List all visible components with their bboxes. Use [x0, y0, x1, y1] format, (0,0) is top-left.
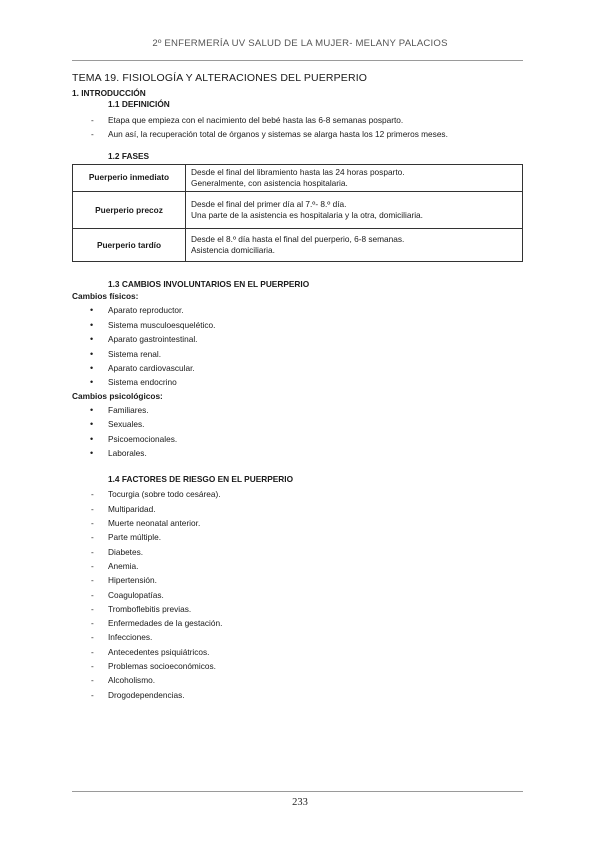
list-item: • Aparato cardiovascular.	[72, 361, 523, 375]
phase-name-cell: Puerperio precoz	[73, 192, 186, 229]
list-item: • Familiares.	[72, 403, 523, 417]
physical-changes-list	[72, 303, 523, 389]
phase-description-line: Generalmente, con asistencia hospitalaria.	[191, 178, 348, 188]
list-item: - Tromboflebitis previas.	[72, 602, 523, 616]
phase-description-cell	[186, 164, 523, 192]
list-item: - Alcoholismo.	[72, 673, 523, 687]
phase-name-cell: Puerperio tardío	[73, 229, 186, 262]
page-header: 2º ENFERMERÍA UV SALUD DE LA MUJER- MELANY PALACIOS	[152, 38, 448, 49]
section-heading-introduction: 1. INTRODUCCIÓN	[72, 88, 146, 98]
list-item: • Laborales.	[72, 446, 523, 460]
definition-list	[72, 113, 523, 142]
psychological-changes-list	[72, 403, 523, 461]
list-item: • Aparato gastrointestinal.	[72, 332, 523, 346]
list-item: - Diabetes.	[72, 545, 523, 559]
risk-factors-list	[72, 487, 523, 701]
list-item: - Problemas socioeconómicos.	[72, 659, 523, 673]
list-item: • Sistema endocrino	[72, 375, 523, 389]
header-divider	[72, 60, 523, 61]
list-item: - Infecciones.	[72, 630, 523, 644]
list-item: - Anemia.	[72, 559, 523, 573]
phase-description-line: Desde el 8.º día hasta el final del puerperio, 6-8 semanas.	[191, 234, 405, 244]
page-number: 233	[292, 797, 308, 808]
list-item: - Hipertensión.	[72, 573, 523, 587]
phase-description-line: Desde el final del primer día al 7.º- 8.º día.	[191, 199, 347, 209]
list-item: - Aun así, la recuperación total de órganos y sistemas se alarga hasta los 12 primeros meses.	[72, 127, 523, 141]
table-row	[73, 192, 523, 229]
list-item: - Drogodependencias.	[72, 688, 523, 702]
phase-description-cell	[186, 229, 523, 262]
list-item: • Sistema renal.	[72, 347, 523, 361]
page-content	[72, 70, 523, 702]
list-item: - Tocurgia (sobre todo cesárea).	[72, 487, 523, 501]
phase-description-line: Una parte de la asistencia es hospitalaria y la otra, domiciliaria.	[191, 210, 423, 221]
list-item: - Antecedentes psiquiátricos.	[72, 645, 523, 659]
subsection-heading-phases: 1.2 FASES	[108, 150, 150, 161]
phase-description-line: Asistencia domiciliaria.	[191, 245, 275, 256]
subsection-heading-changes: 1.3 CAMBIOS INVOLUNTARIOS EN EL PUERPERIO	[108, 279, 310, 290]
table-row	[73, 164, 523, 192]
list-item: - Muerte neonatal anterior.	[72, 516, 523, 530]
phase-description-cell	[186, 192, 523, 229]
footer-divider	[72, 791, 523, 792]
list-item: - Multiparidad.	[72, 502, 523, 516]
list-item: • Aparato reproductor.	[72, 303, 523, 317]
phase-description-line: Desde el final del libramiento hasta las 24 horas posparto.	[191, 166, 405, 177]
list-item: - Parte múltiple.	[72, 530, 523, 544]
list-item: • Sexuales.	[72, 417, 523, 431]
list-item: • Sistema musculoesquelético.	[72, 318, 523, 332]
list-item: - Coagulopatías.	[72, 588, 523, 602]
subsection-heading-definition: 1.1 DEFINICIÓN	[108, 99, 170, 109]
phase-name-cell: Puerperio inmediato	[73, 164, 186, 192]
chapter-title: TEMA 19. FISIOLOGÍA Y ALTERACIONES DEL PUERPERIO	[72, 72, 368, 84]
phases-table	[72, 164, 523, 263]
physical-changes-heading: Cambios físicos:	[72, 291, 139, 302]
list-item: • Psicoemocionales.	[72, 432, 523, 446]
subsection-heading-risk-factors: 1.4 FACTORES DE RIESGO EN EL PUERPERIO	[108, 474, 294, 485]
table-row	[73, 229, 523, 262]
list-item: - Etapa que empieza con el nacimiento del bebé hasta las 6-8 semanas posparto.	[72, 113, 523, 127]
list-item: - Enfermedades de la gestación.	[72, 616, 523, 630]
psychological-changes-heading: Cambios psicológicos:	[72, 390, 163, 401]
